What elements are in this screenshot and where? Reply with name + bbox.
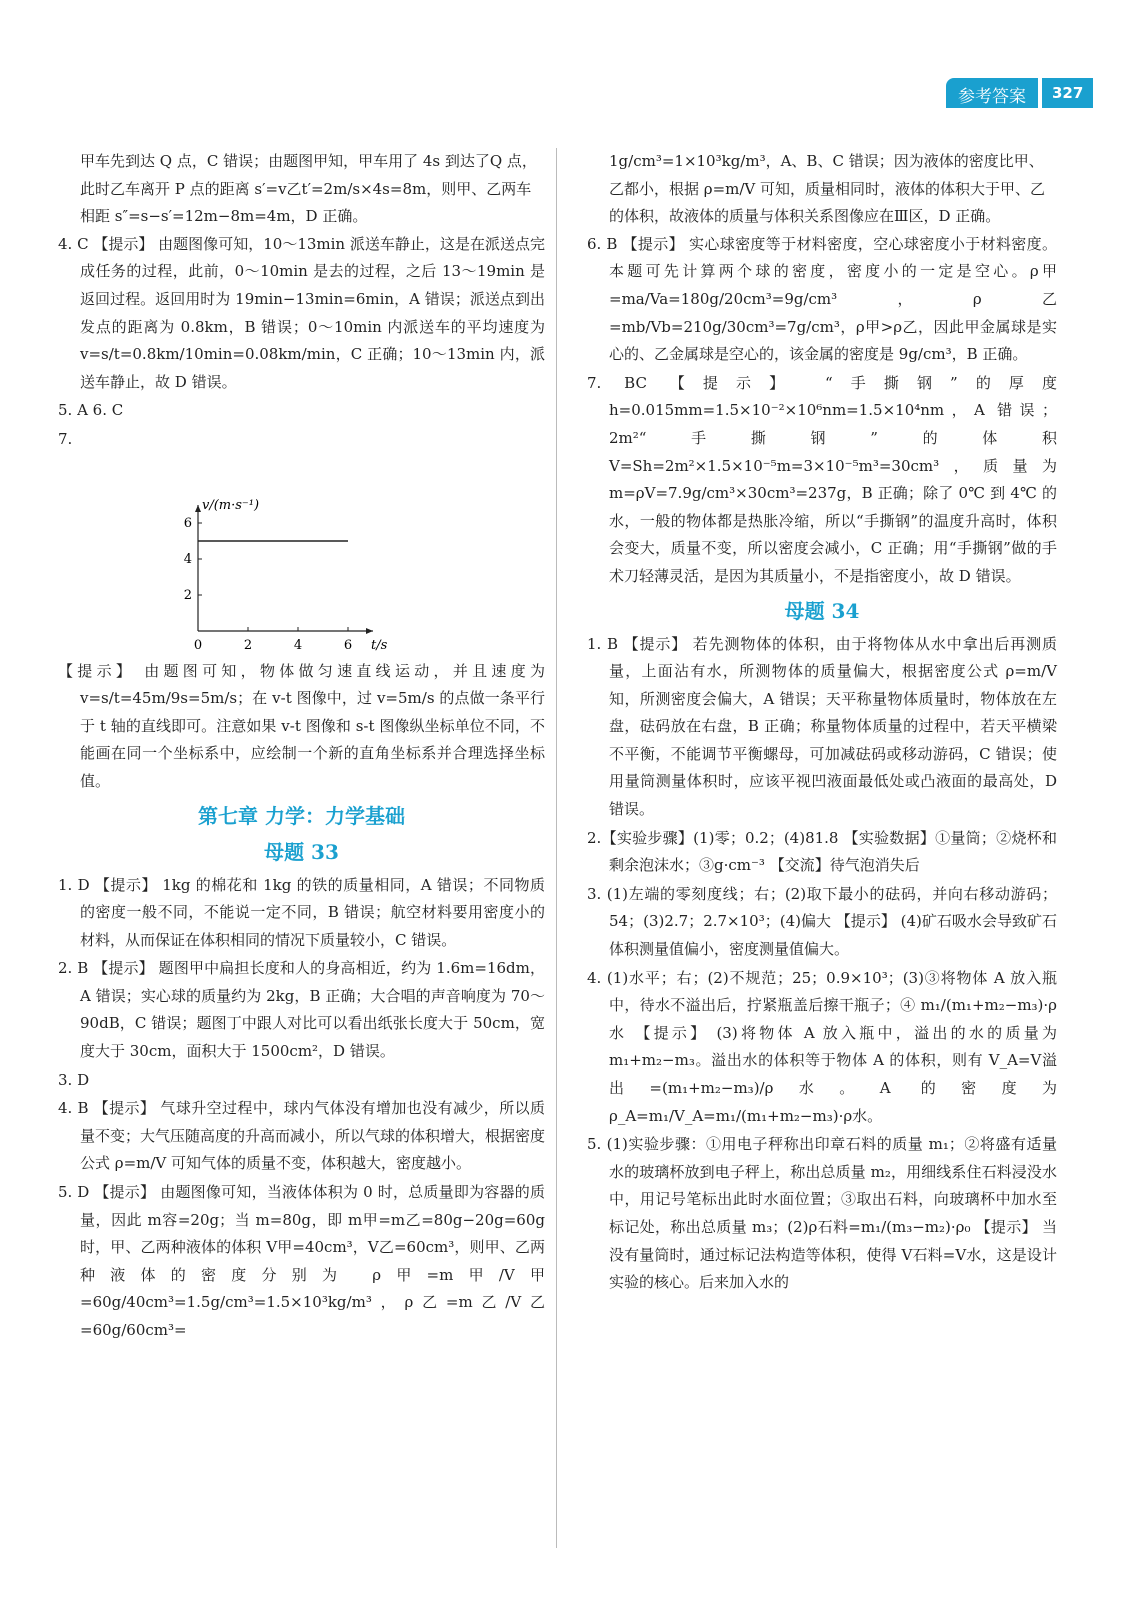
answer-paragraph: 【提示】 由题图可知，物体做匀速直线运动，并且速度为 v=s/t=45m/9s=5m/s；在 v-t 图像中，过 v=5m/s 的点做一条平行于 t 轴的直线即可。注意如果 v-t 图像和 s-t 图像纵坐标单位不同，不能画在同一个坐标系中，应绘制一个新的直角坐标系并合理选择坐标值。 — [58, 661, 545, 790]
page-header — [946, 78, 1093, 108]
question-set-title: 母题 33 — [264, 839, 339, 864]
y-tick-label: 2 — [183, 587, 192, 603]
column-divider — [556, 148, 557, 1548]
x-tick-label: 6 — [343, 637, 353, 653]
answer-paragraph: 6. B 【提示】 实心球密度等于材料密度，空心球密度小于材料密度。本题可先计算两个球的密度，密度小的一定是空心。ρ甲=ma/Va=180g/20cm³=9g/cm³，ρ乙=mb/Vb=210g/30cm³=7g/cm³，ρ甲>ρ乙，因此甲金属球是实心的、乙金属球是空心的，该金属的密度是 9g/cm³，B 正确。 — [587, 234, 1057, 364]
answer-paragraph: 2. B 【提示】 题图甲中扁担长度和人的身高相近，约为 1.6m=16dm，A 错误；实心球的质量约为 2kg，B 正确；大合唱的声音响度为 70～90dB，C 错误；题图丁中跟人对比可以看出纸张长度大于 50cm，宽度大于 30cm，面积大于 1500cm²，D 错误。 — [58, 959, 545, 1061]
x-tick-label: 4 — [293, 637, 303, 653]
right-column — [587, 148, 1057, 1298]
answer-paragraph: 3. D — [58, 1070, 90, 1089]
y-axis-label: v/(m·s⁻¹) — [202, 497, 260, 513]
answer-paragraph: 5. D 【提示】 由题图像可知，当液体体积为 0 时，总质量即为容器的质量，因此 m容=20g；当 m=80g，即 m甲=m乙=80g−20g=60g 时，甲、乙两种液体的体积 V甲=40cm³，V乙=60cm³，则甲、乙两种液体的密度分别为 ρ甲=m甲/V甲=60g/40cm³=1.5g/cm³=1.5×10³kg/m³，ρ乙=m乙/V乙=60g/60cm³= — [58, 1183, 545, 1339]
vt-chart-svg — [138, 456, 398, 656]
y-tick-label: 6 — [183, 515, 192, 531]
answer-paragraph: 1g/cm³=1×10³kg/m³，A、B、C 错误；因为液体的密度比甲、乙都小，根据 ρ=m/V 可知，质量相同时，液体的体积大于甲、乙的体积，故液体的质量与体积关系图像应在Ⅲ区，D 正确。 — [609, 152, 1046, 226]
section-label: 参考答案 — [946, 78, 1038, 108]
answer-paragraph: 5. (1)实验步骤：①用电子秤称出印章石料的质量 m₁；②将盛有适量水的玻璃杯放到电子秤上，称出总质量 m₂，用细线系住石料浸没水中，用记号笔标出此时水面位置；③取出石料，向玻璃杯中加水至标记处，称出总质量 m₃；(2)ρ石料=m₁/(m₃−m₂)·ρ₀ 【提示】 当没有量筒时，通过标记法构造等体积，使得 V石料=V水，这是设计实验的核心。后来加入水的 — [587, 1135, 1057, 1292]
answer-paragraph: 5. A 6. C — [58, 401, 124, 420]
left-column — [58, 148, 545, 1346]
answer-paragraph: 3. (1)左端的零刻度线；右；(2)取下最小的砝码，并向右移动游码；54；(3)2.7；2.7×10³；(4)偏大 【提示】 (4)矿石吸水会导致矿石体积测量值偏小，密度测量值偏大。 — [587, 884, 1057, 959]
y-tick-label: 4 — [183, 551, 192, 567]
answer-paragraph: 7. BC 【提示】 “手撕钢”的厚度 h=0.015mm=1.5×10⁻²×10⁶nm=1.5×10⁴nm，A 错误；2m²“手撕钢”的体积 V=Sh=2m²×1.5×10⁻⁵m=3×10⁻⁵m³=30cm³，质量为 m=ρV=7.9g/cm³×30cm³=237g，B 正确；除了 0℃ 到 4℃ 的水，一般的物体都是热胀冷缩，所以“手撕钢”的温度升高时，体积会变大，质量不变，所以密度会减小，C 正确；用“手撕钢”做的手术刀轻薄灵活，是因为其质量小，不是指密度小，故 D 错误。 — [587, 373, 1057, 585]
vt-chart — [138, 456, 545, 656]
answer-paragraph: 2.【实验步骤】(1)零；0.2；(4)81.8 【实验数据】①量筒；②烧杯和剩余泡沫水；③g·cm⁻³ 【交流】待气泡消失后 — [587, 828, 1057, 875]
answer-paragraph: 1. B 【提示】 若先测物体的体积，由于将物体从水中拿出后再测质量，上面沾有水，所测物体的质量偏大，根据密度公式 ρ=m/V 知，所测密度会偏大，A 错误；天平称量物体质量时，物体放在左盘，砝码放在右盘，B 正确；称量物体质量的过程中，若天平横梁不平衡，不能调节平衡螺母，可加减砝码或移动游码，C 错误；使用量筒测量体积时，应该平视凹液面最低处或凸液面的最高处，D 错误。 — [587, 634, 1057, 819]
x-axis-arrow — [366, 628, 373, 634]
answer-paragraph: 1. D 【提示】 1kg 的棉花和 1kg 的铁的质量相同，A 错误；不同物质的密度一般不同，不能说一定不同，B 错误；航空材料要用密度小的材料，从而保证在体积相同的情况下质量较小，C 错误。 — [58, 875, 545, 949]
chapter-title: 第七章 力学：力学基础 — [198, 803, 405, 828]
page-number: 327 — [1042, 78, 1093, 108]
answer-paragraph: 4. B 【提示】 气球升空过程中，球内气体没有增加也没有减少，所以质量不变；大气压随高度的升高而减小，所以气球的体积增大，根据密度公式 ρ=m/V 可知气体的质量不变，体积越大，密度越小。 — [58, 1099, 546, 1173]
answer-paragraph: 4. C 【提示】 由题图像可知，10～13min 派送车静止，这是在派送点完成任务的过程，此前，0～10min 是去的过程，之后 13～19min 是返回过程。返回用时为 19min−13min=6min，A 错误；派送点到出发点的距离为 0.8km，B 错误；0～10min 内派送车的平均速度为 v=s/t=0.8km/10min=0.08km/min，C 正确；10～13min 内，派送车静止，故 D 错误。 — [58, 234, 545, 391]
x-tick-label: 0 — [193, 637, 203, 653]
y-axis-arrow — [195, 505, 201, 512]
answer-paragraph: 4. (1)水平；右；(2)不规范；25；0.9×10³；(3)③将物体 A 放入瓶中，待水不溢出后，拧紧瓶盖后擦干瓶子；④ m₁/(m₁+m₂−m₃)·ρ水 【提示】 (3)将物体 A 放入瓶中，溢出的水的质量为 m₁+m₂−m₃。溢出水的体积等于物体 A 的体积，则有 V_A=V溢出=(m₁+m₂−m₃)/ρ水。A 的密度为 ρ_A=m₁/V_A=m₁/(m₁+m₂−m₃)·ρ水。 — [587, 968, 1057, 1125]
answer-paragraph: 甲车先到达 Q 点，C 错误；由题图甲知，甲车用了 4s 到达了Q 点，此时乙车离开 P 点的距离 s′=v乙t′=2m/s×4s=8m，则甲、乙两车相距 s″=s−s′=12m−8m=4m，D 正确。 — [80, 152, 537, 226]
question-set-title: 母题 34 — [784, 598, 860, 623]
answer-paragraph: 7. — [58, 429, 73, 448]
x-axis-label: t/s — [371, 637, 388, 653]
x-tick-label: 2 — [243, 637, 253, 653]
